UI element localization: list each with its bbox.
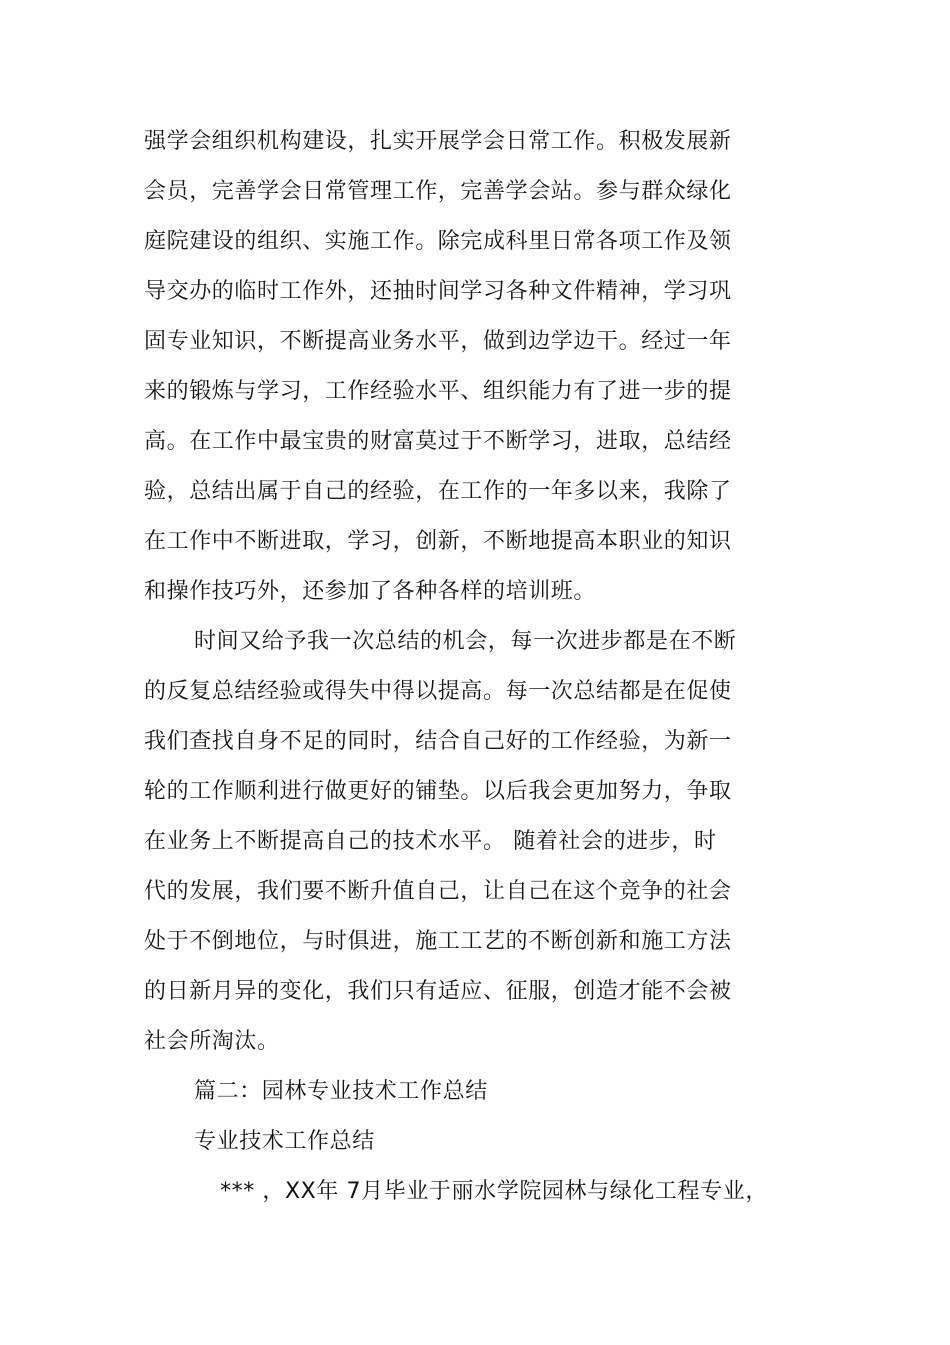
- paragraph-line: 的反复总结经验或得失中得以提高。每一次总结都是在促使: [144, 679, 732, 704]
- section-heading: 篇二：园林专业技术工作总结: [194, 1079, 488, 1104]
- paragraph-line: 在工作中不断进取，学习，创新，不断地提高本职业的知识: [144, 529, 732, 554]
- paragraph-line: 社会所淘汰。: [144, 1029, 280, 1054]
- paragraph-line: *** ，XX年 7月毕业于丽水学院园林与绿化工程专业，: [220, 1179, 768, 1204]
- paragraph-line: 庭院建设的组织、实施工作。除完成科里日常各项工作及领: [144, 229, 732, 254]
- paragraph-line: 处于不倒地位，与时俱进，施工工艺的不断创新和施工方法: [144, 929, 732, 954]
- paragraph-line: 强学会组织机构建设，扎实开展学会日常工作。积极发展新: [144, 129, 732, 154]
- section-subheading: 专业技术工作总结: [194, 1129, 375, 1154]
- paragraph-line: 来的锻炼与学习，工作经验水平、组织能力有了进一步的提: [144, 379, 732, 404]
- paragraph-line: 固专业知识，不断提高业务水平，做到边学边干。经过一年: [144, 329, 732, 354]
- paragraph-line: 高。在工作中最宝贵的财富莫过于不断学习，进取，总结经: [144, 429, 732, 454]
- paragraph-line: 导交办的临时工作外，还抽时间学习各种文件精神，学习巩: [144, 279, 732, 304]
- paragraph-line: 轮的工作顺利进行做更好的铺垫。以后我会更加努力，争取: [144, 779, 732, 804]
- paragraph-line: 会员，完善学会日常管理工作，完善学会站。参与群众绿化: [144, 179, 732, 204]
- paragraph-line: 我们查找自身不足的同时，结合自己好的工作经验，为新一: [144, 729, 732, 754]
- paragraph-line: 和操作技巧外，还参加了各种各样的培训班。: [144, 579, 597, 604]
- paragraph-line: 在业务上不断提高自己的技术水平。 随着社会的进步，时: [144, 829, 717, 854]
- paragraph-line: 代的发展，我们要不断升值自己，让自己在这个竞争的社会: [144, 879, 732, 904]
- paragraph-line: 时间又给予我一次总结的机会，每一次进步都是在不断: [194, 629, 737, 654]
- paragraph-line: 的日新月异的变化，我们只有适应、征服，创造才能不会被: [144, 979, 732, 1004]
- paragraph-line: 验，总结出属于自己的经验，在工作的一年多以来，我除了: [144, 479, 732, 504]
